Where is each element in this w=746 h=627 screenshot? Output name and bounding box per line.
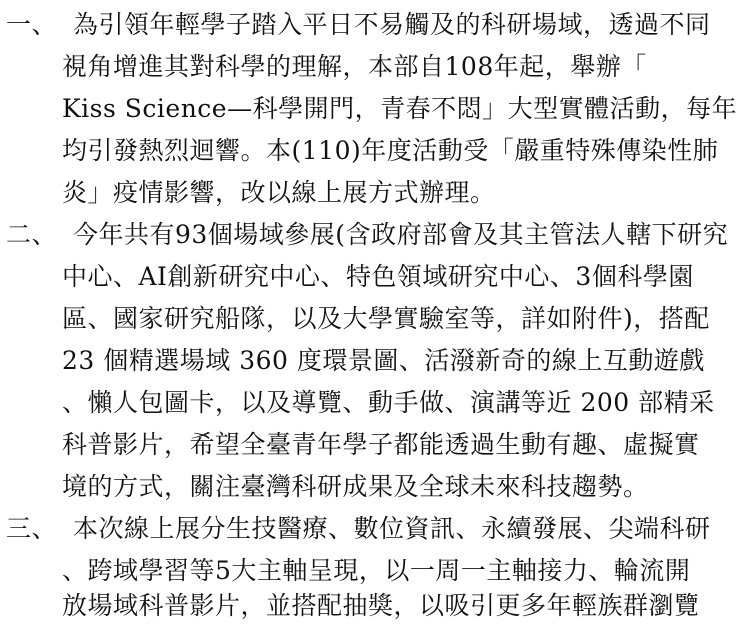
section-2-text-line-3: 區、國家研究船隊，以及大學實驗室等，詳如附件)，搭配: [62, 304, 710, 333]
section-2-text-line-4: 23 個精選場域 360 度環景圖、活潑新奇的線上互動遊戲: [62, 346, 705, 375]
section-2-number: 二、: [6, 220, 58, 249]
section-1-text-line-2: 視角增進其對科學的理解，本部自108年起，舉辦「: [62, 52, 647, 81]
section-1-line-3: [0, 88, 746, 130]
section-2-text-line-2: 中心、AI創新研究中心、特色領域研究中心、3個科學園: [62, 262, 694, 291]
section-1-line-4: [0, 130, 746, 172]
section-2-text-line-6: 科普影片，希望全臺青年學子都能透過生動有趣、虛擬實: [62, 430, 700, 459]
section-2-line-2: [0, 256, 746, 298]
section-1-line-5: [0, 172, 746, 214]
section-1-text-line-5: 炎」疫情影響，改以線上展方式辦理。: [62, 178, 496, 207]
section-3-line-3: [0, 585, 746, 627]
section-1-line-1: [0, 4, 746, 46]
section-2-text-line-1: 今年共有93個場域參展(含政府部會及其主管法人轄下研究: [73, 220, 729, 249]
section-2-line-7: [0, 466, 746, 508]
section-2-line-3: [0, 298, 746, 340]
section-2-line-1: [0, 214, 746, 256]
section-2-line-4: [0, 340, 746, 382]
section-3-text-line-3: 放場域科普影片，並搭配抽獎，以吸引更多年輕族群瀏覽: [62, 591, 700, 620]
section-3-number: 三、: [6, 514, 58, 543]
section-1-line-2: [0, 46, 746, 88]
section-1-number: 一、: [6, 10, 58, 39]
section-2-text-line-7: 境的方式，關注臺灣科研成果及全球未來科技趨勢。: [62, 472, 649, 501]
section-2-line-5: [0, 382, 746, 424]
section-1-text-line-1: 為引領年輕學子踏入平日不易觸及的科研場域，透過不同: [73, 10, 711, 39]
section-3-text-line-1: 本次線上展分生技醫療、數位資訊、永續發展、尖端科研: [73, 514, 711, 543]
section-1-text-line-3: Kiss Science—科學開門，青春不悶」大型實體活動，每年: [62, 94, 738, 123]
section-2-line-6: [0, 424, 746, 466]
section-3-text-line-2: 、跨域學習等5大主軸呈現，以一周一主軸接力、輪流開: [62, 556, 691, 585]
section-2-text-line-5: 、懶人包圖卡，以及導覽、動手做、演講等近 200 部精采: [62, 388, 715, 417]
section-3-line-1: [0, 508, 746, 550]
section-1-text-line-4: 均引發熱烈迴響。本(110)年度活動受「嚴重特殊傳染性肺: [62, 136, 719, 165]
